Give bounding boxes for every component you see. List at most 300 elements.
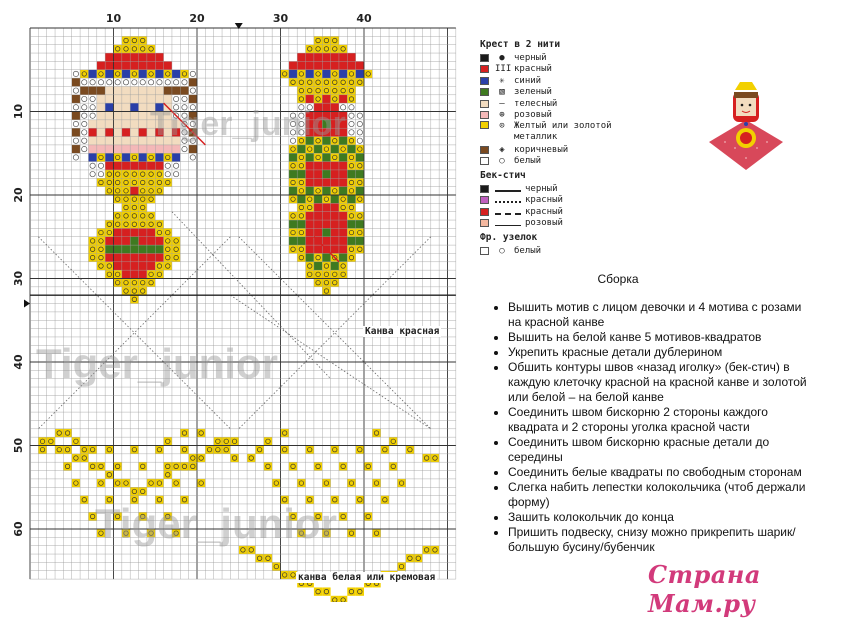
stitch-cell <box>114 212 122 220</box>
stitch-cell <box>139 95 147 103</box>
stitch-cell <box>372 529 380 537</box>
stitch-cell <box>322 86 330 94</box>
stitch-cell <box>197 429 205 437</box>
stitch-cell <box>97 112 105 120</box>
stitch-cell <box>356 496 364 504</box>
stitch-cell <box>130 120 138 128</box>
stitch-cell <box>322 178 330 186</box>
legend-cross-list <box>480 52 650 167</box>
stitch-cell <box>130 128 138 136</box>
stitch-cell <box>339 162 347 170</box>
stitch-cell <box>139 270 147 278</box>
stitch-cell <box>122 36 130 44</box>
stitch-cell <box>322 220 330 228</box>
stitch-cell <box>339 153 347 161</box>
legend-knot-row <box>480 245 650 257</box>
stitch-cell <box>347 195 355 203</box>
stitch-cell <box>139 45 147 53</box>
stitch-cell <box>331 153 339 161</box>
stitch-cell <box>314 212 322 220</box>
stitch-cell <box>331 596 339 602</box>
stitch-cell <box>122 112 130 120</box>
stitch-cell <box>122 45 130 53</box>
stitch-cell <box>306 170 314 178</box>
stitch-cell <box>339 512 347 520</box>
stitch-cell <box>222 446 230 454</box>
stitch-cell <box>397 479 405 487</box>
legend-symbol: ⊕ <box>499 110 505 121</box>
stitch-cell <box>173 80 178 85</box>
stitch-cell <box>172 153 180 161</box>
stitch-cell <box>289 178 297 186</box>
stitch-cell <box>180 70 188 78</box>
stitch-cell <box>356 178 364 186</box>
legend-swatch <box>480 54 489 62</box>
stitch-cell <box>130 153 138 161</box>
stitch-cell <box>331 220 339 228</box>
stitch-cell <box>155 237 163 245</box>
stitch-cell <box>148 80 153 85</box>
stitch-cell <box>165 80 170 85</box>
stitch-cell <box>339 70 347 78</box>
stitch-cell <box>139 162 147 170</box>
stitch-cell <box>314 45 322 53</box>
stitch-cell <box>88 128 96 136</box>
stitch-cell <box>339 262 347 270</box>
stitch-cell <box>80 446 88 454</box>
stitch-cell <box>155 262 163 270</box>
assembly-step: • Соединить швом бискорню красные детали до середины <box>508 435 808 465</box>
stitch-cell <box>264 554 272 562</box>
stitch-cell <box>155 178 163 186</box>
stitch-cell <box>289 61 297 69</box>
stitch-cell <box>130 212 138 220</box>
bell-preview-image <box>705 78 787 174</box>
stitch-cell <box>180 446 188 454</box>
assembly-step: • Обшить контуры швов «назад иголку» (бек-стич) в каждую клеточку красной на красной канве и золотой или белой – на белой канве <box>508 360 808 405</box>
stitch-cell <box>164 262 172 270</box>
stitch-cell <box>347 529 355 537</box>
stitch-cell <box>347 187 355 195</box>
stitch-cell <box>289 462 297 470</box>
legend-back-row <box>480 195 650 207</box>
legend-line-sample <box>495 213 521 215</box>
stitch-cell <box>314 70 322 78</box>
stitch-cell <box>322 270 330 278</box>
stitch-cell <box>164 70 172 78</box>
stitch-cell <box>139 137 147 145</box>
stitch-cell <box>331 228 339 236</box>
stitch-cell <box>130 170 138 178</box>
stitch-cell <box>322 253 330 261</box>
legend-swatch <box>480 208 489 216</box>
stitch-cell <box>164 253 172 261</box>
stitch-cell <box>73 138 78 143</box>
stitch-cell <box>105 245 113 253</box>
stitch-cell <box>139 112 147 120</box>
stitch-cell <box>322 153 330 161</box>
stitch-cell <box>147 262 155 270</box>
stitch-cell <box>105 187 113 195</box>
legend-back-row <box>480 206 650 218</box>
legend-label: красный <box>514 64 552 75</box>
stitch-cell <box>165 163 170 168</box>
stitch-cell <box>314 587 322 595</box>
stitch-cell <box>63 429 71 437</box>
stitch-cell <box>289 70 297 78</box>
top-tick-label: 40 <box>356 12 372 25</box>
stitch-cell <box>114 137 122 145</box>
stitch-cell <box>105 153 113 161</box>
stitch-cell <box>164 178 172 186</box>
stitch-cell <box>406 446 414 454</box>
stitch-cell <box>147 270 155 278</box>
stitch-cell <box>38 437 46 445</box>
stitch-cell <box>356 220 364 228</box>
stitch-cell <box>306 270 314 278</box>
stitch-cell <box>347 587 355 595</box>
stitch-cell <box>356 162 364 170</box>
stitch-cell <box>97 95 105 103</box>
stitch-cell <box>132 80 137 85</box>
stitch-cell <box>73 71 78 76</box>
stitch-cell <box>139 36 147 44</box>
stitch-cell <box>147 153 155 161</box>
stitch-cell <box>98 171 103 176</box>
stitch-cell <box>114 228 122 236</box>
stitch-cell <box>139 187 147 195</box>
legend-line-sample <box>495 201 521 203</box>
stitch-cell <box>97 228 105 236</box>
stitch-cell <box>331 61 339 69</box>
stitch-cell <box>147 145 155 153</box>
stitch-cell <box>164 145 172 153</box>
stitch-cell <box>289 237 297 245</box>
label-canvas-white: канва белая или кремовая <box>298 572 436 583</box>
top-tick-label: 20 <box>189 12 205 25</box>
stitch-cell <box>406 554 414 562</box>
stitch-cell <box>88 245 96 253</box>
stitch-cell <box>97 262 105 270</box>
stitch-cell <box>314 245 322 253</box>
stitch-cell <box>214 437 222 445</box>
stitch-cell <box>422 454 430 462</box>
stitch-cell <box>306 253 314 261</box>
legend-label: зеленый <box>514 87 552 98</box>
stitch-cell <box>130 220 138 228</box>
stitch-cell <box>314 95 322 103</box>
stitch-cell <box>364 462 372 470</box>
legend-knot-list <box>480 245 650 257</box>
stitch-cell <box>164 95 172 103</box>
stitch-cell <box>356 212 364 220</box>
stitch-cell <box>331 95 339 103</box>
stitch-cell <box>306 53 314 61</box>
stitch-cell <box>114 128 122 136</box>
stitch-cell <box>130 245 138 253</box>
stitch-cell <box>197 454 205 462</box>
stitch-cell <box>130 103 138 111</box>
stitch-cell <box>281 446 289 454</box>
stitch-cell <box>88 145 96 153</box>
legend-swatch <box>480 157 489 165</box>
stitch-cell <box>97 237 105 245</box>
stitch-cell <box>63 462 71 470</box>
stitch-cell <box>155 86 163 94</box>
stitch-cell <box>306 446 314 454</box>
legend-symbol: ◈ <box>499 144 505 155</box>
stitch-cell <box>339 86 347 94</box>
stitch-cell <box>97 137 105 145</box>
stitch-cell <box>339 145 347 153</box>
stitch-cell <box>356 187 364 195</box>
stitch-cell <box>139 245 147 253</box>
legend-swatch <box>480 88 489 96</box>
stitch-cell <box>114 61 122 69</box>
stitch-cell <box>90 80 95 85</box>
stitch-cell <box>297 53 305 61</box>
stitch-cell <box>297 253 305 261</box>
stitch-cell <box>122 279 130 287</box>
legend-swatch <box>480 219 489 227</box>
stitch-cell <box>331 78 339 86</box>
stitch-cell <box>349 130 354 135</box>
stitch-cell <box>88 237 96 245</box>
stitch-cell <box>347 53 355 61</box>
stitch-cell <box>322 212 330 220</box>
stitch-cell <box>88 462 96 470</box>
stitch-cell <box>139 170 147 178</box>
stitch-cell <box>331 262 339 270</box>
stitch-cell <box>164 61 172 69</box>
stitch-cell <box>90 113 95 118</box>
stitch-cell <box>297 70 305 78</box>
stitch-cell <box>297 220 305 228</box>
stitch-cell <box>105 53 113 61</box>
stitch-cell <box>347 237 355 245</box>
stitch-cell <box>105 61 113 69</box>
stitch-cell <box>147 187 155 195</box>
stitch-cell <box>297 203 305 211</box>
stitch-cell <box>322 145 330 153</box>
stitch-cell <box>114 279 122 287</box>
stitch-cell <box>172 86 180 94</box>
stitch-cell <box>155 187 163 195</box>
stitch-cell <box>172 145 180 153</box>
stitch-cell <box>105 70 113 78</box>
stitch-cell <box>306 45 314 53</box>
legend-swatch <box>480 146 489 154</box>
stitch-cell <box>339 203 347 211</box>
stitch-cell <box>306 162 314 170</box>
stitch-cell <box>82 80 87 85</box>
stitch-cell <box>339 195 347 203</box>
stitch-cell <box>180 86 188 94</box>
left-tick-label: 30 <box>12 270 25 287</box>
stitch-cell <box>364 512 372 520</box>
stitch-cell <box>356 587 364 595</box>
stitch-cell <box>155 95 163 103</box>
stitch-cell <box>122 270 130 278</box>
stitch-cell <box>182 96 187 101</box>
stitch-cell <box>105 270 113 278</box>
stitch-cell <box>306 262 314 270</box>
stitch-cell <box>172 479 180 487</box>
watermark-text-3: Tiger_junior <box>150 105 346 143</box>
stitch-cell <box>314 86 322 94</box>
legend-label: черный <box>514 52 547 63</box>
watermark-text: Tiger_junior <box>36 340 278 387</box>
stitch-cell <box>297 178 305 186</box>
stitch-cell <box>105 145 113 153</box>
stitch-cell <box>314 145 322 153</box>
stitch-cell <box>331 279 339 287</box>
stitch-cell <box>331 70 339 78</box>
stitch-cell <box>297 479 305 487</box>
stitch-cell <box>122 237 130 245</box>
stitch-cell <box>130 270 138 278</box>
stitch-cell <box>122 212 130 220</box>
legend-label: красный <box>525 206 563 217</box>
stitch-cell <box>139 120 147 128</box>
legend-cross-row <box>480 98 650 110</box>
stitch-cell <box>306 228 314 236</box>
stitch-cell <box>272 479 280 487</box>
stitch-cell <box>88 137 96 145</box>
stitch-cell <box>122 228 130 236</box>
stitch-cell <box>147 237 155 245</box>
stitch-cell <box>281 70 289 78</box>
legend-line-sample <box>495 190 521 192</box>
stitch-cell <box>314 178 322 186</box>
stitch-cell <box>172 237 180 245</box>
stitch-cell <box>130 187 138 195</box>
stitch-cell <box>130 70 138 78</box>
stitch-cell <box>357 130 362 135</box>
stitch-cell <box>139 228 147 236</box>
stitch-cell <box>139 61 147 69</box>
stitch-cell <box>349 113 354 118</box>
stitch-cell <box>97 178 105 186</box>
stitch-cell <box>130 446 138 454</box>
stitch-cell <box>139 178 147 186</box>
stitch-cell <box>130 178 138 186</box>
stitch-cell <box>105 262 113 270</box>
stitch-cell <box>114 153 122 161</box>
stitch-cell <box>255 554 263 562</box>
legend-label: белый <box>514 245 542 256</box>
stitch-cell <box>347 61 355 69</box>
stitch-cell <box>347 178 355 186</box>
stitch-cell <box>173 171 178 176</box>
stitch-cell <box>147 212 155 220</box>
stitch-cell <box>130 145 138 153</box>
stitch-cell <box>339 220 347 228</box>
stitch-cell <box>97 61 105 69</box>
stitch-cell <box>289 195 297 203</box>
stitch-cell <box>289 78 297 86</box>
stitch-cell <box>114 86 122 94</box>
stitch-cell <box>182 80 187 85</box>
stitch-cell <box>339 596 347 602</box>
legend-cross-row <box>480 110 650 122</box>
stitch-cell <box>82 138 87 143</box>
assembly-list <box>488 300 808 555</box>
stitch-cell <box>306 95 314 103</box>
stitch-cell <box>164 437 172 445</box>
stitch-cell <box>130 95 138 103</box>
stitch-cell <box>322 61 330 69</box>
stitch-cell <box>130 162 138 170</box>
stitch-cell <box>88 86 96 94</box>
stitch-cell <box>331 245 339 253</box>
stitch-cell <box>123 80 128 85</box>
stitch-cell <box>381 446 389 454</box>
stitch-cell <box>122 178 130 186</box>
stitch-cell <box>357 138 362 143</box>
stitch-cell <box>339 45 347 53</box>
assembly-step: • Зашить колокольчик до конца <box>508 510 808 525</box>
stitch-cell <box>347 228 355 236</box>
stitch-cell <box>130 86 138 94</box>
stitch-cell <box>105 162 113 170</box>
stitch-cell <box>172 462 180 470</box>
stitch-cell <box>339 212 347 220</box>
watermark-text-2: Tiger_junior <box>95 500 337 547</box>
left-tick-label: 50 <box>12 437 25 454</box>
legend-label: коричневый <box>514 144 569 155</box>
stitch-cell <box>97 462 105 470</box>
stitch-cell <box>314 195 322 203</box>
stitch-cell <box>139 103 147 111</box>
stitch-cell <box>331 203 339 211</box>
stitch-cell <box>364 70 372 78</box>
stitch-cell <box>222 437 230 445</box>
stitch-cell <box>347 203 355 211</box>
legend-swatch <box>480 185 489 193</box>
stitch-cell <box>356 78 364 86</box>
stitch-cell <box>339 95 347 103</box>
legend-label: розовый <box>525 218 563 229</box>
legend-back-header: Бек-стич <box>480 170 526 181</box>
stitch-cell <box>339 253 347 261</box>
legend-line-sample <box>495 225 521 226</box>
stitch-cell <box>339 228 347 236</box>
stitch-cell <box>289 170 297 178</box>
stitch-cell <box>122 170 130 178</box>
stitch-cell <box>139 153 147 161</box>
stitch-cell <box>72 437 80 445</box>
stitch-cell <box>356 145 364 153</box>
stitch-cell <box>97 103 105 111</box>
stitch-cell <box>114 45 122 53</box>
stitch-cell <box>297 162 305 170</box>
stitch-cell <box>180 429 188 437</box>
stitch-cell <box>97 253 105 261</box>
stitch-cell <box>139 262 147 270</box>
stitch-cell <box>122 86 130 94</box>
stitch-cell <box>122 262 130 270</box>
top-tick-label: 30 <box>272 12 289 25</box>
stitch-cell <box>139 212 147 220</box>
legend-cross-row <box>480 144 650 156</box>
stitch-cell <box>297 245 305 253</box>
stitch-cell <box>356 153 364 161</box>
stitch-cell <box>331 45 339 53</box>
assembly-step: • Пришить подвеску, снизу можно прикрепить шарик/большую бусину/бубенчик <box>508 525 808 555</box>
legend-cross-row <box>480 75 650 87</box>
stitch-cell <box>289 245 297 253</box>
